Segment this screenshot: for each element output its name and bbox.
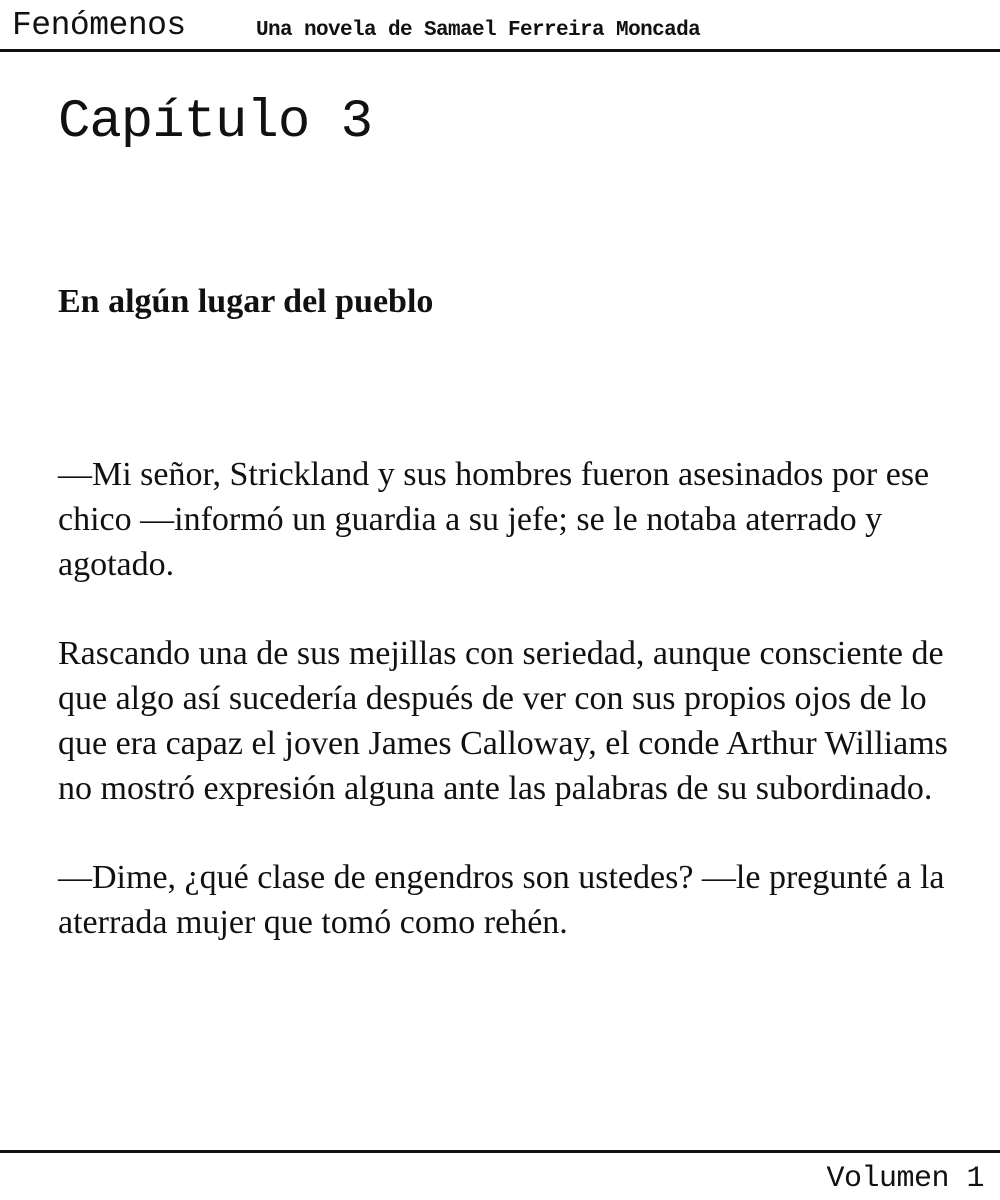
volume-label: Volumen 1 bbox=[826, 1162, 984, 1196]
page-footer bbox=[0, 1150, 1000, 1200]
chapter-body bbox=[58, 452, 948, 989]
section-heading: En algún lugar del pueblo bbox=[58, 283, 434, 320]
book-subtitle: Una novela de Samael Ferreira Moncada bbox=[256, 19, 701, 42]
book-title: Fenómenos bbox=[12, 7, 186, 44]
paragraph: Rascando una de sus mejillas con seriedad, aunque consciente de que algo así sucedería después de ver con sus propios ojos de lo que era capaz el joven James Calloway, el conde Arthur Williams no mostró expresión alguna ante las palabras de su subordinado. bbox=[58, 635, 948, 807]
paragraph: —Dime, ¿qué clase de engendros son ustedes? —le pregunté a la aterrada mujer que tomó como rehén. bbox=[58, 859, 945, 941]
paragraph: —Mi señor, Strickland y sus hombres fueron asesinados por ese chico —informó un guardia a su jefe; se le notaba aterrado y agotado. bbox=[58, 456, 930, 583]
chapter-title: Capítulo 3 bbox=[58, 92, 373, 153]
page-header bbox=[0, 0, 1000, 52]
